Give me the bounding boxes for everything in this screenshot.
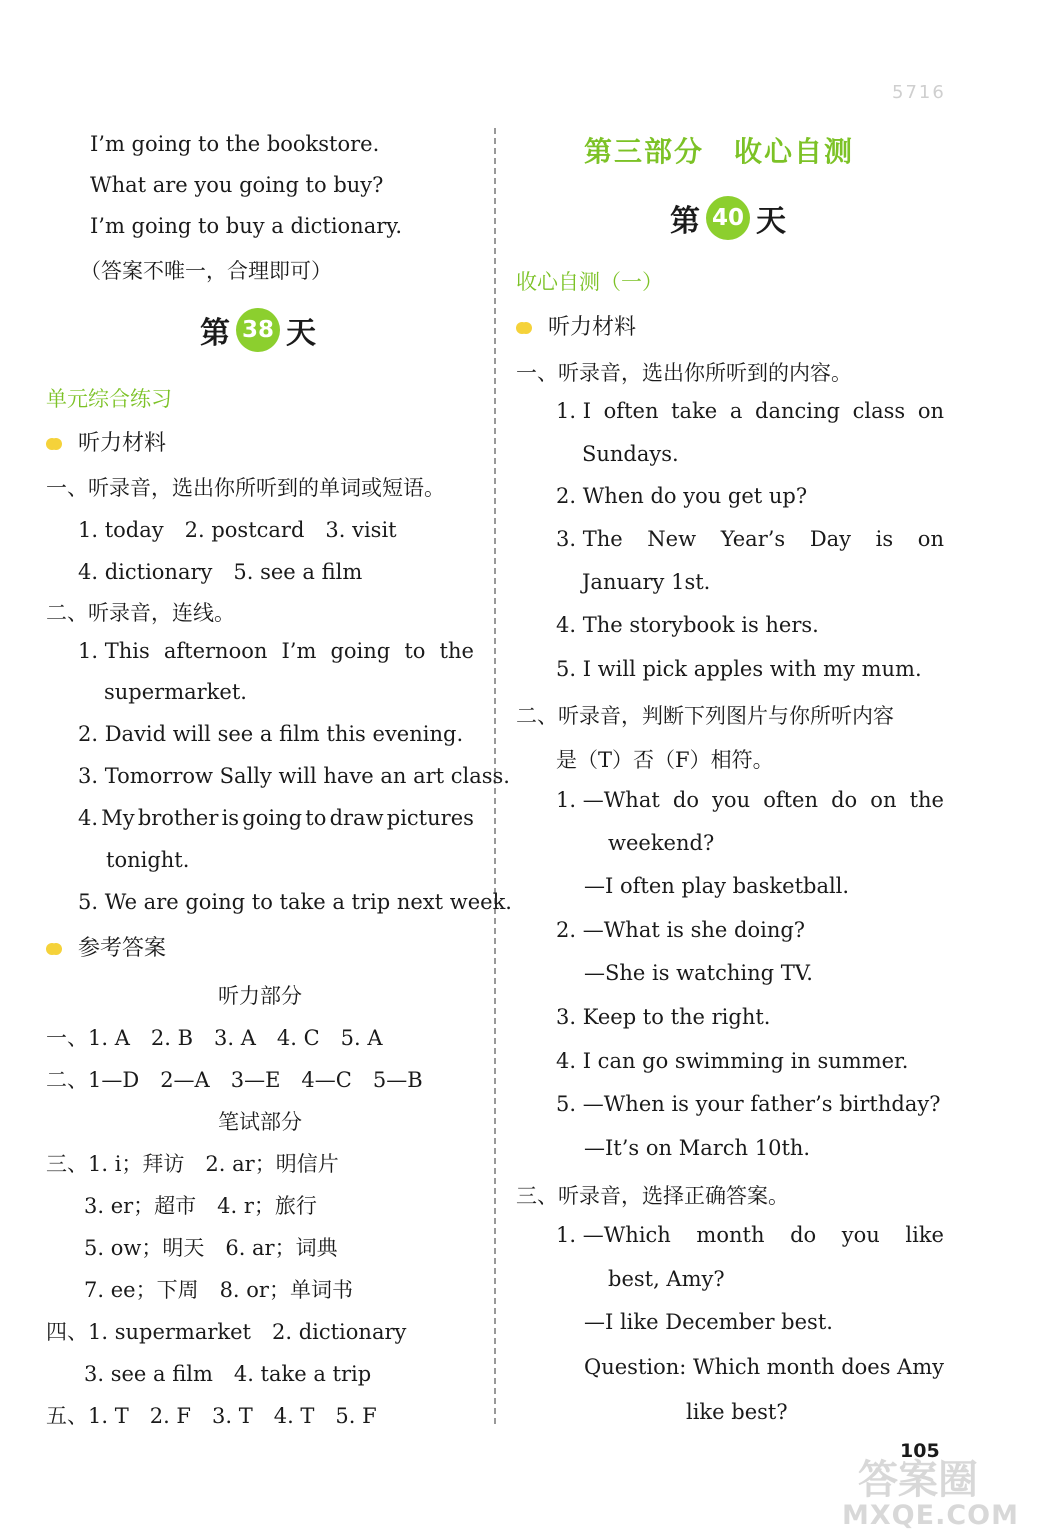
r-q1-item-3 [556,527,944,551]
page-number: 105 [900,1440,940,1462]
word: is [221,806,240,830]
r-q3-item-1-cont: best, Amy? [608,1267,725,1291]
r-q1-item-5: 5. I will pick apples with my mum. [556,657,922,681]
word: take [671,399,718,423]
part-three-title: 第三部分 收心自测 [584,135,855,168]
word: 4. [78,806,99,830]
q2-item-5: 5. We are going to take a trip next week. [78,890,512,914]
q2-item-1 [78,639,474,663]
r-q3-question [584,1355,944,1379]
bullet-icon [50,438,62,450]
word: you [841,1223,880,1247]
bullet-icon [520,322,532,334]
word: I’m [281,639,317,663]
r-q2-item-5: 5. —When is your father’s birthday? [556,1092,941,1116]
day-number-badge: 38 [236,308,280,352]
answer-4-line-2: 3. see a film 4. take a trip [84,1362,372,1386]
q2-item-2: 2. David will see a film this evening. [78,722,464,746]
r-q3-item-1 [556,1223,944,1247]
answer-3-line-4: 7. ee；下周 8. or；单词书 [84,1278,353,1302]
word: like [905,1223,944,1247]
word: a [729,399,743,423]
word: do [672,788,699,812]
word: draw [329,806,384,830]
page-code: 5716 [892,82,946,103]
r-q3-item-1-answer: —I like December best. [584,1310,833,1334]
day-40-title [670,196,786,240]
section-title-right: 收心自测（一） [516,270,663,294]
word: 1. —What [556,788,660,812]
r-q2-item-1-answer: —I often play basketball. [584,874,850,898]
word: often [763,788,819,812]
intro-line-2: What are you going to buy? [90,173,384,197]
answers-heading [50,931,166,962]
written-part-title: 笔试部分 [218,1110,302,1134]
word: 1. This [78,639,150,663]
bullet-icon [50,943,62,955]
word: the [909,788,944,812]
intro-note: （答案不唯一，合理即可） [80,259,332,283]
q2-item-1-cont: supermarket. [104,680,247,704]
word: month [766,1355,835,1379]
day-38-title [200,308,316,352]
word: Amy [897,1355,944,1379]
q1-line-2: 4. dictionary 5. see a film [78,560,363,584]
r-q2-item-3: 3. Keep to the right. [556,1005,771,1029]
r-q1-item-1 [556,399,944,423]
word: Year’s [720,527,786,551]
answer-2: 二、1—D 2—A 3—E 4—C 5—B [46,1068,423,1092]
r-q2-title-1: 二、听录音，判断下列图片与你所听内容 [516,704,894,728]
word: New [647,527,697,551]
watermark-url: MXQE.COM [842,1500,1019,1531]
word: do [790,1223,817,1247]
r-q2-item-1-cont: weekend? [608,831,715,855]
q2-title-left: 二、听录音，连线。 [46,601,235,625]
answer-1: 一、1. A 2. B 3. A 4. C 5. A [46,1026,383,1050]
word: 1. I [556,399,592,423]
word: pictures [386,806,474,830]
intro-line-3: I’m going to buy a dictionary. [90,214,403,238]
q2-item-4 [78,806,474,830]
word: to [404,639,426,663]
word: on [870,788,897,812]
q1-line-1: 1. today 2. postcard 3. visit [78,518,397,542]
word: afternoon [163,639,268,663]
day-suffix: 天 [756,204,786,239]
r-q2-item-5-answer: —It’s on March 10th. [584,1136,811,1160]
listening-heading-label: 听力材料 [548,315,637,340]
r-q2-item-4: 4. I can go swimming in summer. [556,1049,909,1073]
q2-item-3: 3. Tomorrow Sally will have an art class. [78,764,510,788]
day-suffix: 天 [286,316,316,351]
word: to [305,806,327,830]
word: often [603,399,659,423]
r-q3-title: 三、听录音，选择正确答案。 [516,1184,789,1208]
r-q2-title-2: 是（T）否（F）相符。 [556,748,774,772]
day-prefix: 第 [200,316,230,351]
listening-heading-right [520,310,636,341]
r-q1-title: 一、听录音，选出你所听到的内容。 [516,361,852,385]
word: is [875,527,894,551]
r-q1-item-1-cont: Sundays. [582,442,679,466]
r-q1-item-2: 2. When do you get up? [556,484,808,508]
word: 1. —Which [556,1223,671,1247]
q2-item-4-cont: tonight. [106,848,190,872]
word: Question: Which [584,1355,761,1379]
word: you [712,788,751,812]
listening-heading-left [50,426,166,457]
answer-4-line-1: 四、1. supermarket 2. dictionary [46,1320,407,1344]
r-q2-item-1 [556,788,944,812]
word: class [852,399,906,423]
answer-3-line-2: 3. er；超市 4. r；旅行 [84,1194,317,1218]
listening-part-title: 听力部分 [218,984,302,1008]
answers-heading-label: 参考答案 [78,936,167,961]
word: month [696,1223,765,1247]
watermark-logo: 答案圈 [858,1457,978,1503]
r-q1-item-3-cont: January 1st. [582,570,711,594]
answer-3-line-1: 三、1. i；拜访 2. ar；明信片 [46,1152,339,1176]
word: do [831,788,858,812]
r-q2-item-2-answer: —She is watching TV. [584,961,813,985]
word: dancing [755,399,840,423]
word: going [330,639,391,663]
word: on [917,399,944,423]
listening-heading-label: 听力材料 [78,431,167,456]
word: the [439,639,474,663]
word: 3. The [556,527,623,551]
word: brother [137,806,219,830]
word: does [841,1355,891,1379]
answer-3-line-3: 5. ow；明天 6. ar；词典 [84,1236,338,1260]
r-q3-question-cont: like best? [686,1400,788,1424]
word: going [242,806,303,830]
word: Day [809,527,852,551]
day-number-badge: 40 [706,196,750,240]
intro-line-1: I’m going to the bookstore. [90,132,380,156]
word: on [917,527,944,551]
r-q1-item-4: 4. The storybook is hers. [556,613,819,637]
answer-5: 五、1. T 2. F 3. T 4. T 5. F [46,1404,377,1428]
r-q2-item-2: 2. —What is she doing? [556,918,806,942]
day-prefix: 第 [670,204,700,239]
q1-title-left: 一、听录音，选出你所听到的单词或短语。 [46,476,445,500]
section-title-left: 单元综合练习 [46,387,172,411]
word: My [101,806,135,830]
